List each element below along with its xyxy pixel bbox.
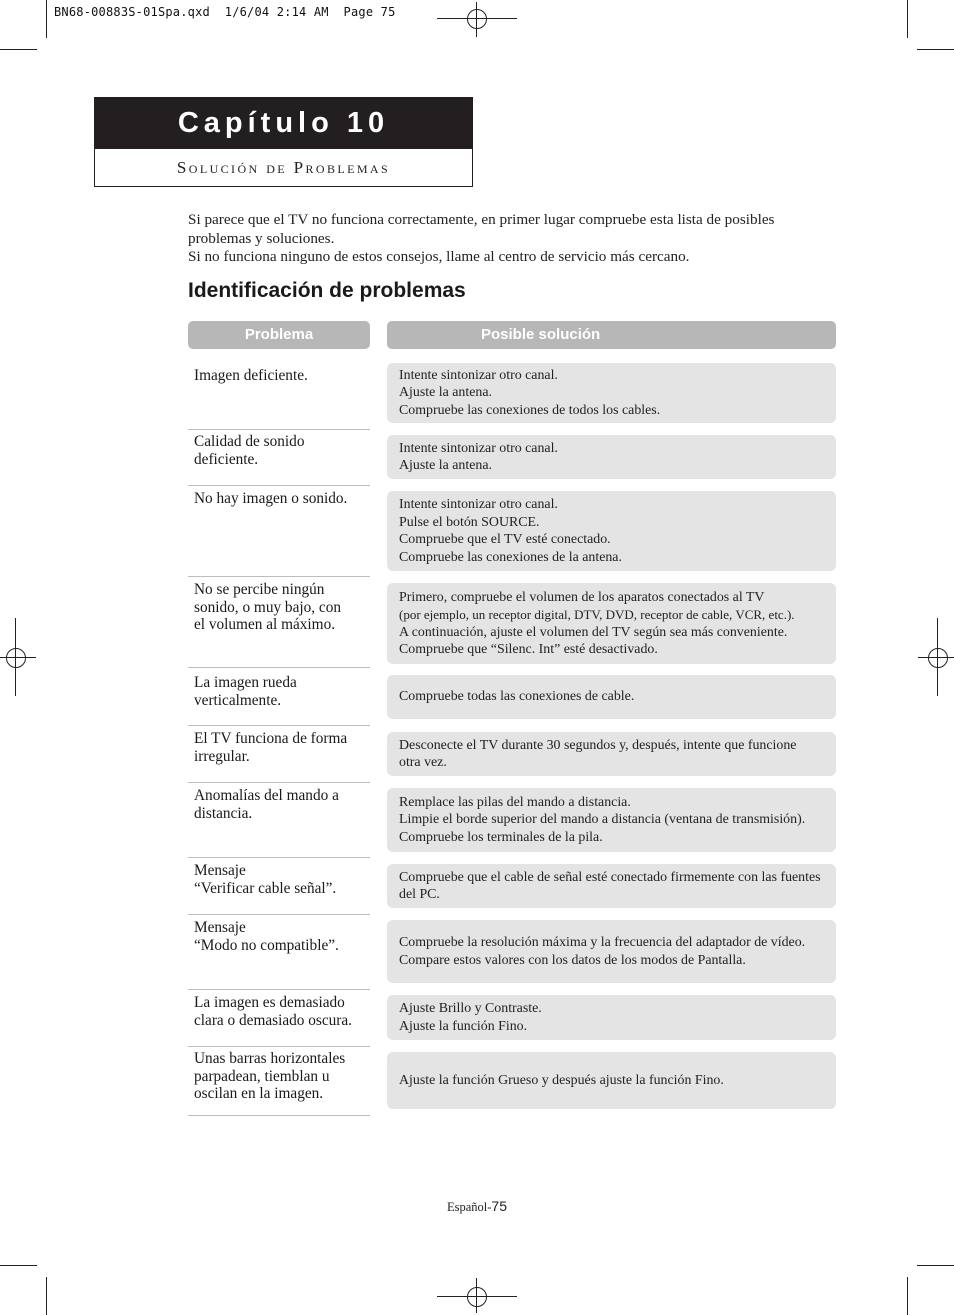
problem-cell: [188, 433, 370, 468]
crop-mark: [907, 0, 908, 38]
solution-line: Intente sintonizar otro canal.: [399, 440, 558, 456]
problem-cell: [188, 367, 370, 385]
solution-line: Ajuste la antena.: [399, 458, 492, 473]
problem-line: Anomalías del mando a: [194, 787, 339, 804]
solution-line: Compruebe que el TV esté conectado.: [399, 532, 611, 547]
problem-line: irregular.: [194, 747, 250, 765]
solution-line: Ajuste la función Grueso y después ajuste la función Fino.: [399, 1072, 724, 1088]
solution-line: A continuación, ajuste el volumen del TV según sea más conveniente.: [399, 624, 788, 640]
intro-paragraph: Si no funciona ninguno de estos consejos, llame al centro de servicio más cercano.: [188, 248, 690, 265]
problem-cell: [188, 730, 370, 765]
chapter-title: Capítulo 10: [95, 98, 472, 149]
problem-cell: [188, 581, 370, 634]
row-divider: [188, 914, 370, 915]
crop-mark: [46, 0, 47, 38]
registration-circle: [467, 9, 487, 29]
row-divider: [188, 429, 370, 430]
crop-mark: [0, 49, 37, 50]
registration-circle: [928, 648, 948, 668]
problem-line: La imagen rueda: [194, 674, 297, 691]
solution-line: Ajuste la antena.: [399, 385, 492, 401]
crop-mark: [917, 1265, 954, 1266]
solution-cell: [387, 920, 836, 983]
solution-line: Intente sintonizar otro canal.: [399, 367, 558, 383]
solution-line: Primero, compruebe el volumen de los aparatos conectados al TV: [399, 589, 765, 605]
intro-text: [188, 211, 828, 267]
row-divider: [188, 1046, 370, 1047]
problem-line: El TV funciona de forma: [194, 730, 348, 747]
solution-line: Limpie el borde superior del mando a distancia (ventana de transmisión).: [399, 812, 806, 828]
problem-line: No hay imagen o sonido.: [194, 490, 348, 507]
problem-line: deficiente.: [194, 450, 259, 468]
row-divider: [188, 667, 370, 668]
solution-cell: [387, 995, 836, 1040]
problem-line: “Modo no compatible”.: [194, 936, 339, 954]
solution-cell: [387, 583, 836, 664]
row-divider: [188, 576, 370, 577]
problem-cell: [188, 674, 370, 709]
row-divider: [188, 857, 370, 858]
row-divider: [188, 782, 370, 783]
problem-line: verticalmente.: [194, 691, 282, 709]
problem-line: Mensaje: [194, 919, 246, 936]
problem-line: oscilan en la imagen.: [194, 1085, 324, 1103]
crop-mark: [0, 1265, 37, 1266]
problem-line: clara o demasiado oscura.: [194, 1011, 352, 1029]
solution-cell: [387, 491, 836, 571]
row-divider: [188, 989, 370, 990]
solution-cell: [387, 675, 836, 719]
problem-line: La imagen es demasiado: [194, 994, 345, 1011]
solution-line: Compruebe las conexiones de todos los cables.: [399, 402, 661, 418]
page-footer: [0, 1198, 954, 1215]
solution-line: Ajuste Brillo y Contraste.: [399, 1001, 542, 1016]
problem-cell: [188, 994, 370, 1029]
registration-circle: [6, 648, 26, 668]
page-number: 75: [491, 1198, 507, 1214]
column-header-solution: [387, 321, 836, 349]
problem-line: Imagen deficiente.: [194, 367, 308, 384]
solution-line: Intente sintonizar otro canal.: [399, 497, 558, 512]
chapter-header: [94, 97, 473, 187]
section-title: Identificación de problemas: [188, 279, 466, 302]
problem-cell: [188, 490, 370, 508]
registration-circle: [467, 1287, 487, 1307]
solution-cell: [387, 864, 836, 908]
chapter-subtitle: Solución de Problemas: [176, 158, 391, 177]
solution-cell: [387, 732, 836, 776]
solution-line: Compruebe la resolución máxima y la frecuencia del adaptador de vídeo.: [399, 935, 806, 950]
problem-cell: [188, 787, 370, 822]
problem-line: “Verificar cable señal”.: [194, 879, 337, 897]
solution-line: Remplace las pilas del mando a distancia.: [399, 794, 631, 810]
solution-line: Desconecte el TV durante 30 segundos y, después, intente que funcione otra vez.: [399, 737, 797, 770]
row-divider: [188, 1115, 370, 1116]
problem-line: Mensaje: [194, 862, 246, 879]
solution-cell: [387, 788, 836, 852]
column-header-solution-label: Posible solución: [481, 326, 601, 343]
solution-line: Compruebe todas las conexiones de cable.: [399, 689, 635, 705]
solution-line: Compruebe que el cable de señal esté conectado firmemente con las fuentes del PC.: [399, 869, 821, 902]
problem-line: No se percibe ningún: [194, 581, 325, 598]
crop-mark: [907, 1277, 908, 1315]
solution-line: Compruebe que “Silenc. Int” esté desactivado.: [399, 642, 658, 657]
solution-cell: [387, 363, 836, 423]
row-divider: [188, 485, 370, 486]
print-slug: BN68-00883S-01Spa.qxd 1/6/04 2:14 AM Page 75: [54, 5, 396, 19]
crop-mark: [917, 49, 954, 50]
problem-cell: [188, 1050, 370, 1103]
problem-line: distancia.: [194, 804, 253, 822]
solution-line: Compruebe las conexiones de la antena.: [399, 549, 622, 565]
solution-cell: [387, 1052, 836, 1109]
problem-line: Unas barras horizontales: [194, 1050, 346, 1067]
row-divider: [188, 725, 370, 726]
crop-mark: [46, 1277, 47, 1315]
solution-line: Ajuste la función Fino.: [399, 1018, 528, 1034]
problem-line: sonido, o muy bajo, con: [194, 598, 342, 616]
solution-line: Compare estos valores con los datos de los modos de Pantalla.: [399, 952, 746, 968]
problem-line: el volumen al máximo.: [194, 616, 336, 634]
solution-line: Compruebe los terminales de la pila.: [399, 829, 603, 845]
problem-cell: [188, 862, 370, 897]
problem-line: parpadean, tiemblan u: [194, 1067, 330, 1085]
problem-line: Calidad de sonido: [194, 433, 305, 450]
solution-line: Pulse el botón SOURCE.: [399, 514, 540, 530]
intro-paragraph: Si parece que el TV no funciona correctamente, en primer lugar compruebe esta lista de posibles problemas y soluciones.: [188, 211, 775, 247]
footer-language: Español-: [446, 1200, 492, 1214]
problem-cell: [188, 919, 370, 954]
column-header-problem: Problema: [188, 321, 370, 349]
solution-cell: [387, 435, 836, 479]
solution-line: (por ejemplo, un receptor digital, DTV, DVD, receptor de cable, VCR, etc.).: [399, 607, 795, 622]
